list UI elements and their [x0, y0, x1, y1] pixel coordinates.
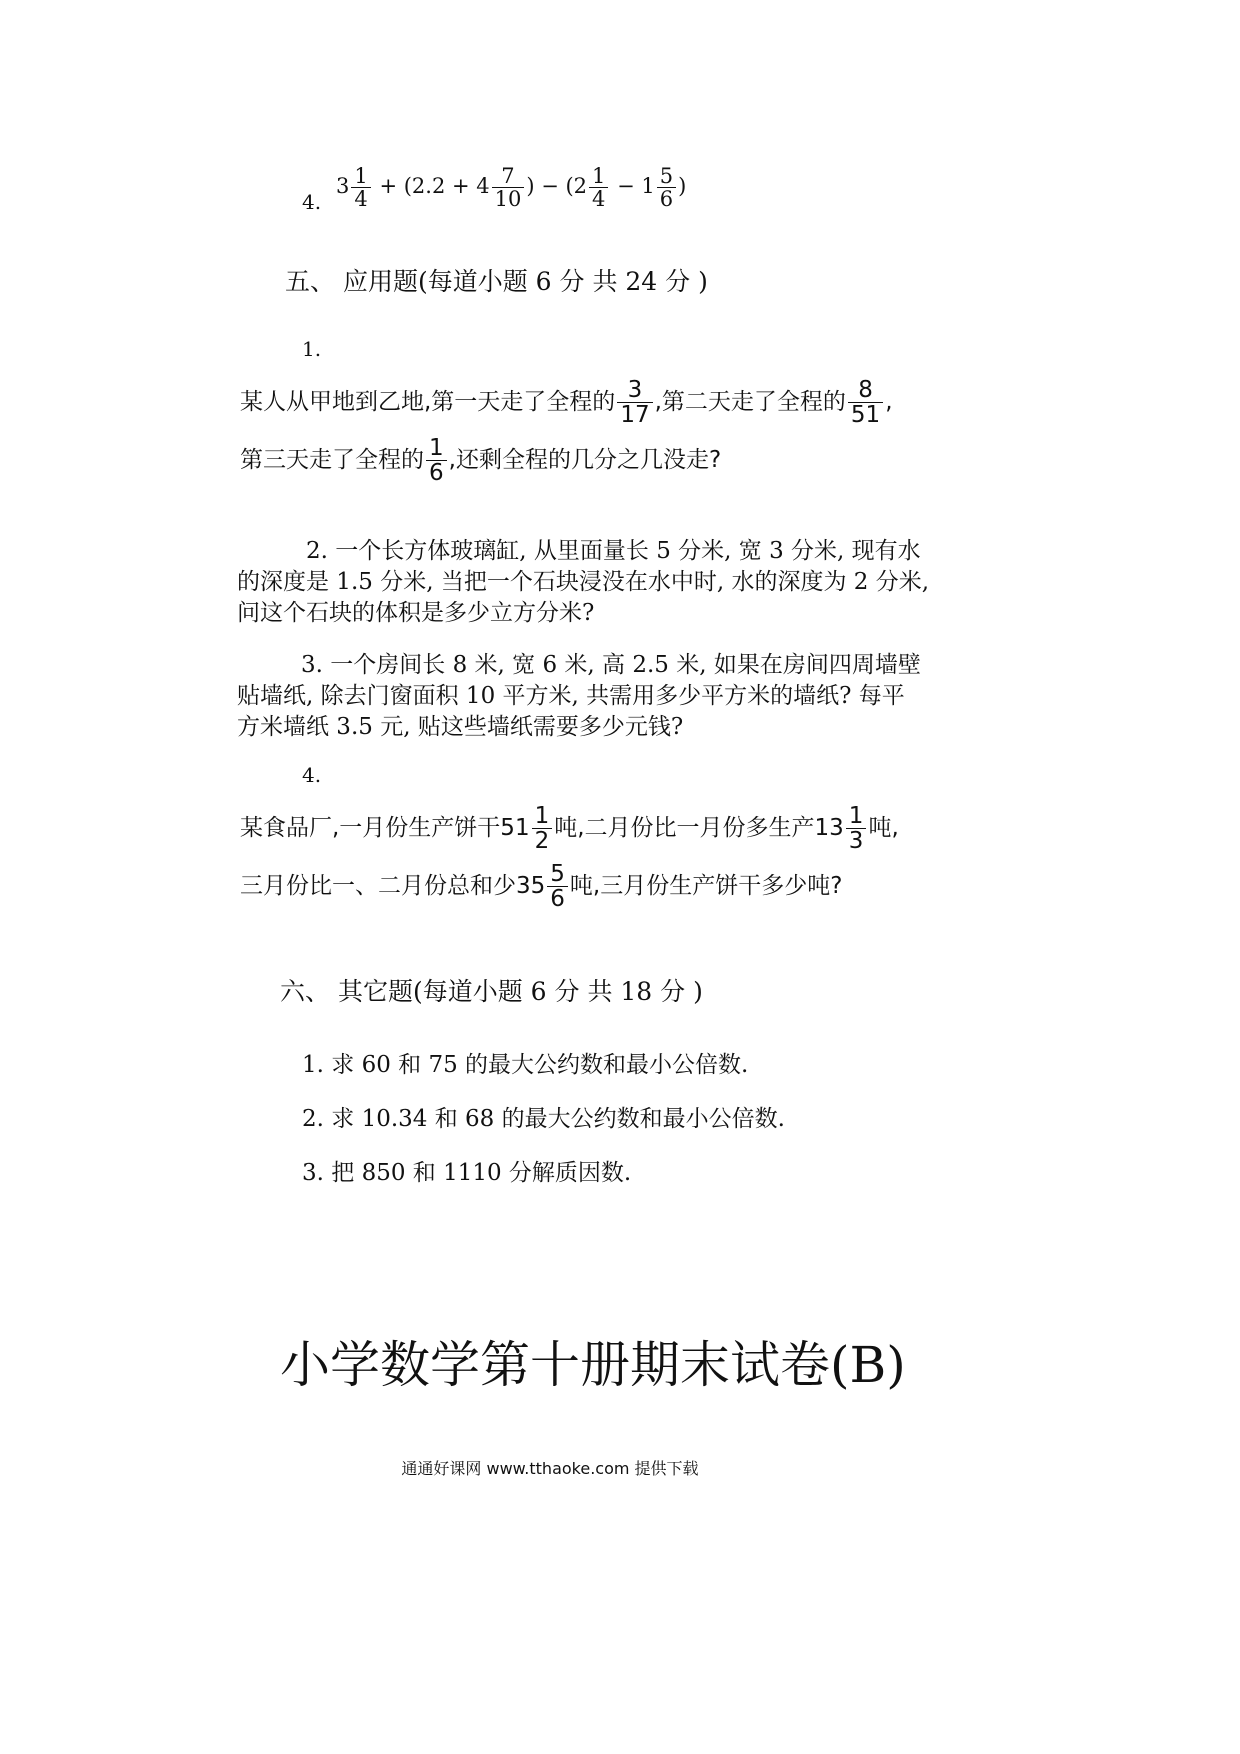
- question-2-line-1: 2. 一个长方体玻璃缸, 从里面量长 5 分米, 宽 3 分米, 现有水: [306, 538, 921, 564]
- expression-text: ) − (2: [526, 174, 588, 199]
- fraction: $\frac{1}{2}$: [532, 804, 553, 853]
- question-number: 4.: [302, 190, 322, 214]
- question-3-line-2: 贴墙纸, 除去门窗面积 10 平方米, 共需用多少平方米的墙纸? 每平: [237, 683, 905, 709]
- question-4-line-1: 某食品厂,一月份生产饼干51 $\frac{1}{2}$ 吨,二月份比一月份多生产13 $\frac{1}{3}$ 吨,: [240, 803, 899, 855]
- fraction: $\frac{5}{6}$: [657, 165, 676, 210]
- question-4-line-2: 三月份比一、二月份总和少35 $\frac{5}{6}$ 吨,三月份生产饼干多少吨?: [240, 861, 843, 913]
- fraction: $\frac{1}{4}$: [589, 165, 608, 210]
- expression-text: ): [678, 174, 687, 199]
- fraction: $\frac{1}{4}$: [351, 165, 370, 210]
- mixed-number-whole: 3: [336, 174, 350, 199]
- fraction: $\frac{1}{6}$: [426, 436, 447, 485]
- other-question-3: 3. 把 850 和 1110 分解质因数.: [302, 1160, 632, 1186]
- expression-question-4: [336, 165, 686, 210]
- fraction: $\frac{7}{10}$: [492, 165, 525, 210]
- question-2-line-3: 问这个石块的体积是多少立方分米?: [237, 600, 595, 626]
- section-heading-5: 五、 应用题(每道小题 6 分 共 24 分 ): [285, 267, 708, 296]
- expression-text: + (2.2 + 4: [379, 174, 490, 199]
- exam-title: 小学数学第十册期末试卷(B): [280, 1336, 906, 1394]
- section-heading-6: 六、 其它题(每道小题 6 分 共 18 分 ): [280, 977, 703, 1006]
- fraction: $\frac{8}{51}$: [848, 378, 883, 427]
- expression-text: − 1: [617, 174, 655, 199]
- other-question-2: 2. 求 10.34 和 68 的最大公约数和最小公倍数.: [302, 1106, 785, 1132]
- question-1-line-2: 第三天走了全程的 $\frac{1}{6}$ ,还剩全程的几分之几没走?: [240, 435, 722, 487]
- other-question-1: 1. 求 60 和 75 的最大公约数和最小公倍数.: [302, 1052, 749, 1078]
- question-number: 1.: [302, 337, 322, 361]
- fraction: $\frac{3}{17}$: [617, 378, 652, 427]
- fraction: $\frac{5}{6}$: [547, 862, 568, 911]
- fraction: $\frac{1}{3}$: [846, 804, 867, 853]
- footer-text: 通通好课网 www.tthaoke.com 提供下载: [401, 1459, 699, 1478]
- question-number: 4.: [302, 763, 322, 787]
- question-1-line-1: 某人从甲地到乙地,第一天走了全程的 $\frac{3}{17}$ ,第二天走了全程的 $\frac{8}{51}$ ,: [240, 377, 893, 429]
- question-3-line-1: 3. 一个房间长 8 米, 宽 6 米, 高 2.5 米, 如果在房间四周墙壁: [301, 652, 921, 678]
- question-2-line-2: 的深度是 1.5 分米, 当把一个石块浸没在水中时, 水的深度为 2 分米,: [237, 569, 930, 595]
- question-3-line-3: 方米墙纸 3.5 元, 贴这些墙纸需要多少元钱?: [237, 714, 684, 740]
